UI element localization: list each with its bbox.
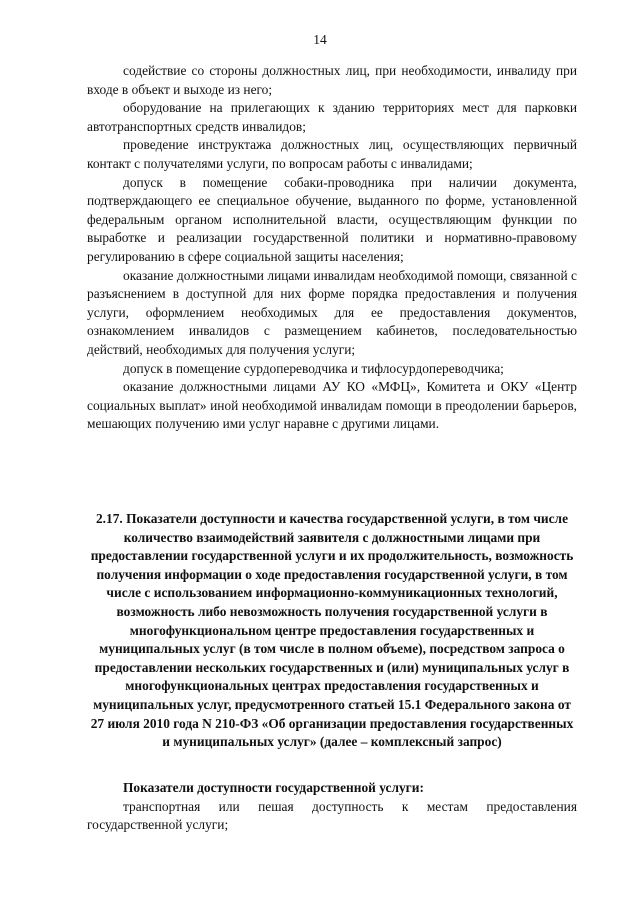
paragraph: оказание должностными лицами инвалидам необходимой помощи, связанной с разъяснением в доступной для них форме порядка предоставления и получения услуги, оформлением необходимых для ее предоставления документов, ознакомлением инвалидов с размещением кабинетов, последовательностью действий, необходимых для получения услуги; — [87, 267, 577, 357]
paragraph: оборудование на прилегающих к зданию территориях мест для парковки автотранспортных средств инвалидов; — [87, 100, 577, 134]
paragraph: транспортная или пешая доступность к местам предоставления государственной услуги; — [87, 798, 577, 833]
paragraph: проведение инструктажа должностных лиц, осуществляющих первичный контакт с получателями услуги, по вопросам работы с инвалидами; — [87, 137, 577, 171]
paragraph: допуск в помещение собаки-проводника при наличии документа, подтверждающего ее специальное обучение, выданного по форме, установленной федеральным органом исполнительной власти, осуществляющим функции по выработке и реализации государственной политики и нормативно-правовому регулированию в сфере социальной защиты населения; — [87, 174, 577, 264]
section-heading: 2.17. Показатели доступности и качества государственной услуги, в том числе количество взаимодействий заявителя с должностными лицами при предоставлении государственной услуги и их продолжительность, возможность получения информации о ходе предоставления государственной услуги, в том числе с использованием информационно-коммуникационных технологий, возможность либо невозможность получения государственной услуги в многофункциональном центре предоставления государственных и муниципальных услуг (в том числе в полном объеме), посредством запроса о предоставлении нескольких государственных и (или) муниципальных услуг в многофункциональных центрах предоставления государственных и муниципальных услуг, предусмотренного статьей 15.1 Федерального закона от 27 июля 2010 года N 210-ФЗ «Об организации предоставления государственных и муниципальных услуг» (далее – комплексный запрос) — [90, 511, 574, 750]
paragraph: оказание должностными лицами АУ КО «МФЦ», Комитета и ОКУ «Центр социальных выплат» иной необходимой инвалидам помощи в преодолении барьеров, мешающих получению ими услуг наравне с другими лицами. — [87, 379, 577, 432]
subheading: Показатели доступности государственной услуги: — [123, 780, 424, 795]
page-number: 14 — [313, 32, 327, 47]
accessibility-measures-list — [87, 62, 577, 434]
paragraph: допуск в помещение сурдопереводчика и тифлосурдопереводчика; — [123, 360, 504, 376]
availability-indicators — [87, 779, 577, 835]
paragraph: содействие со стороны должностных лиц, при необходимости, инвалиду при входе в объект и выходе из него; — [87, 63, 577, 97]
